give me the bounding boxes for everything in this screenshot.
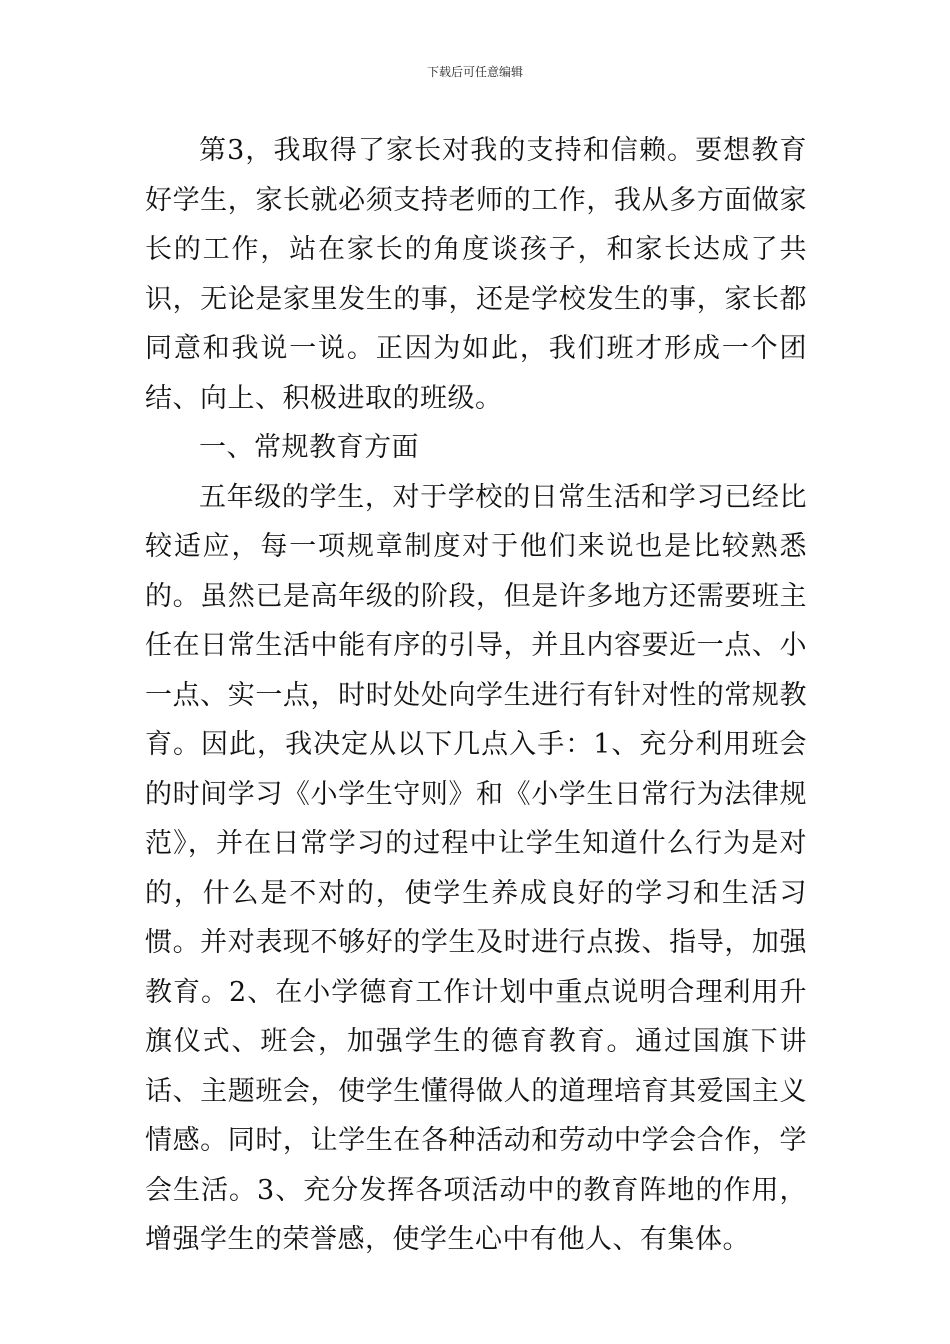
- paragraph-routine-education: 五年级的学生，对于学校的日常生活和学习已经比较适应，每一项规章制度对于他们来说也是比较熟悉的。虽然已是高年级的阶段，但是许多地方还需要班主任在日常生活中能有序的引导，并且内容要近一点、小一点、实一点，时时处处向学生进行有针对性的常规教育。因此，我决定从以下几点入手：1、充分利用班会的时间学习《小学生守则》和《小学生日常行为法律规范》，并在日常学习的过程中让学生知道什么行为是对的，什么是不对的，使学生养成良好的学习和生活习惯。并对表现不够好的学生及时进行点拨、指导，加强教育。2、在小学德育工作计划中重点说明合理利用升旗仪式、班会，加强学生的德育教育。通过国旗下讲话、主题班会，使学生懂得做人的道理培育其爱国主义情感。同时，让学生在各种活动和劳动中学会合作，学会生活。3、充分发挥各项活动中的教育阵地的作用，增强学生的荣誉感，使学生心中有他人、有集体。: [145, 481, 807, 1255]
- section-heading-routine-education: 一、常规教育方面: [199, 432, 419, 463]
- page-header: 下载后可任意编辑: [426, 65, 523, 79]
- paragraph-parent-support: 第3，我取得了家长对我的支持和信赖。要想教育好学生，家长就必须支持老师的工作，我从多方面做家长的工作，站在家长的角度谈孩子，和家长达成了共识，无论是家里发生的事，还是学校发生的事，家长都同意和我说一说。正因为如此，我们班才形成一个团结、向上、积极进取的班级。: [145, 135, 807, 414]
- document-body: [145, 126, 807, 1265]
